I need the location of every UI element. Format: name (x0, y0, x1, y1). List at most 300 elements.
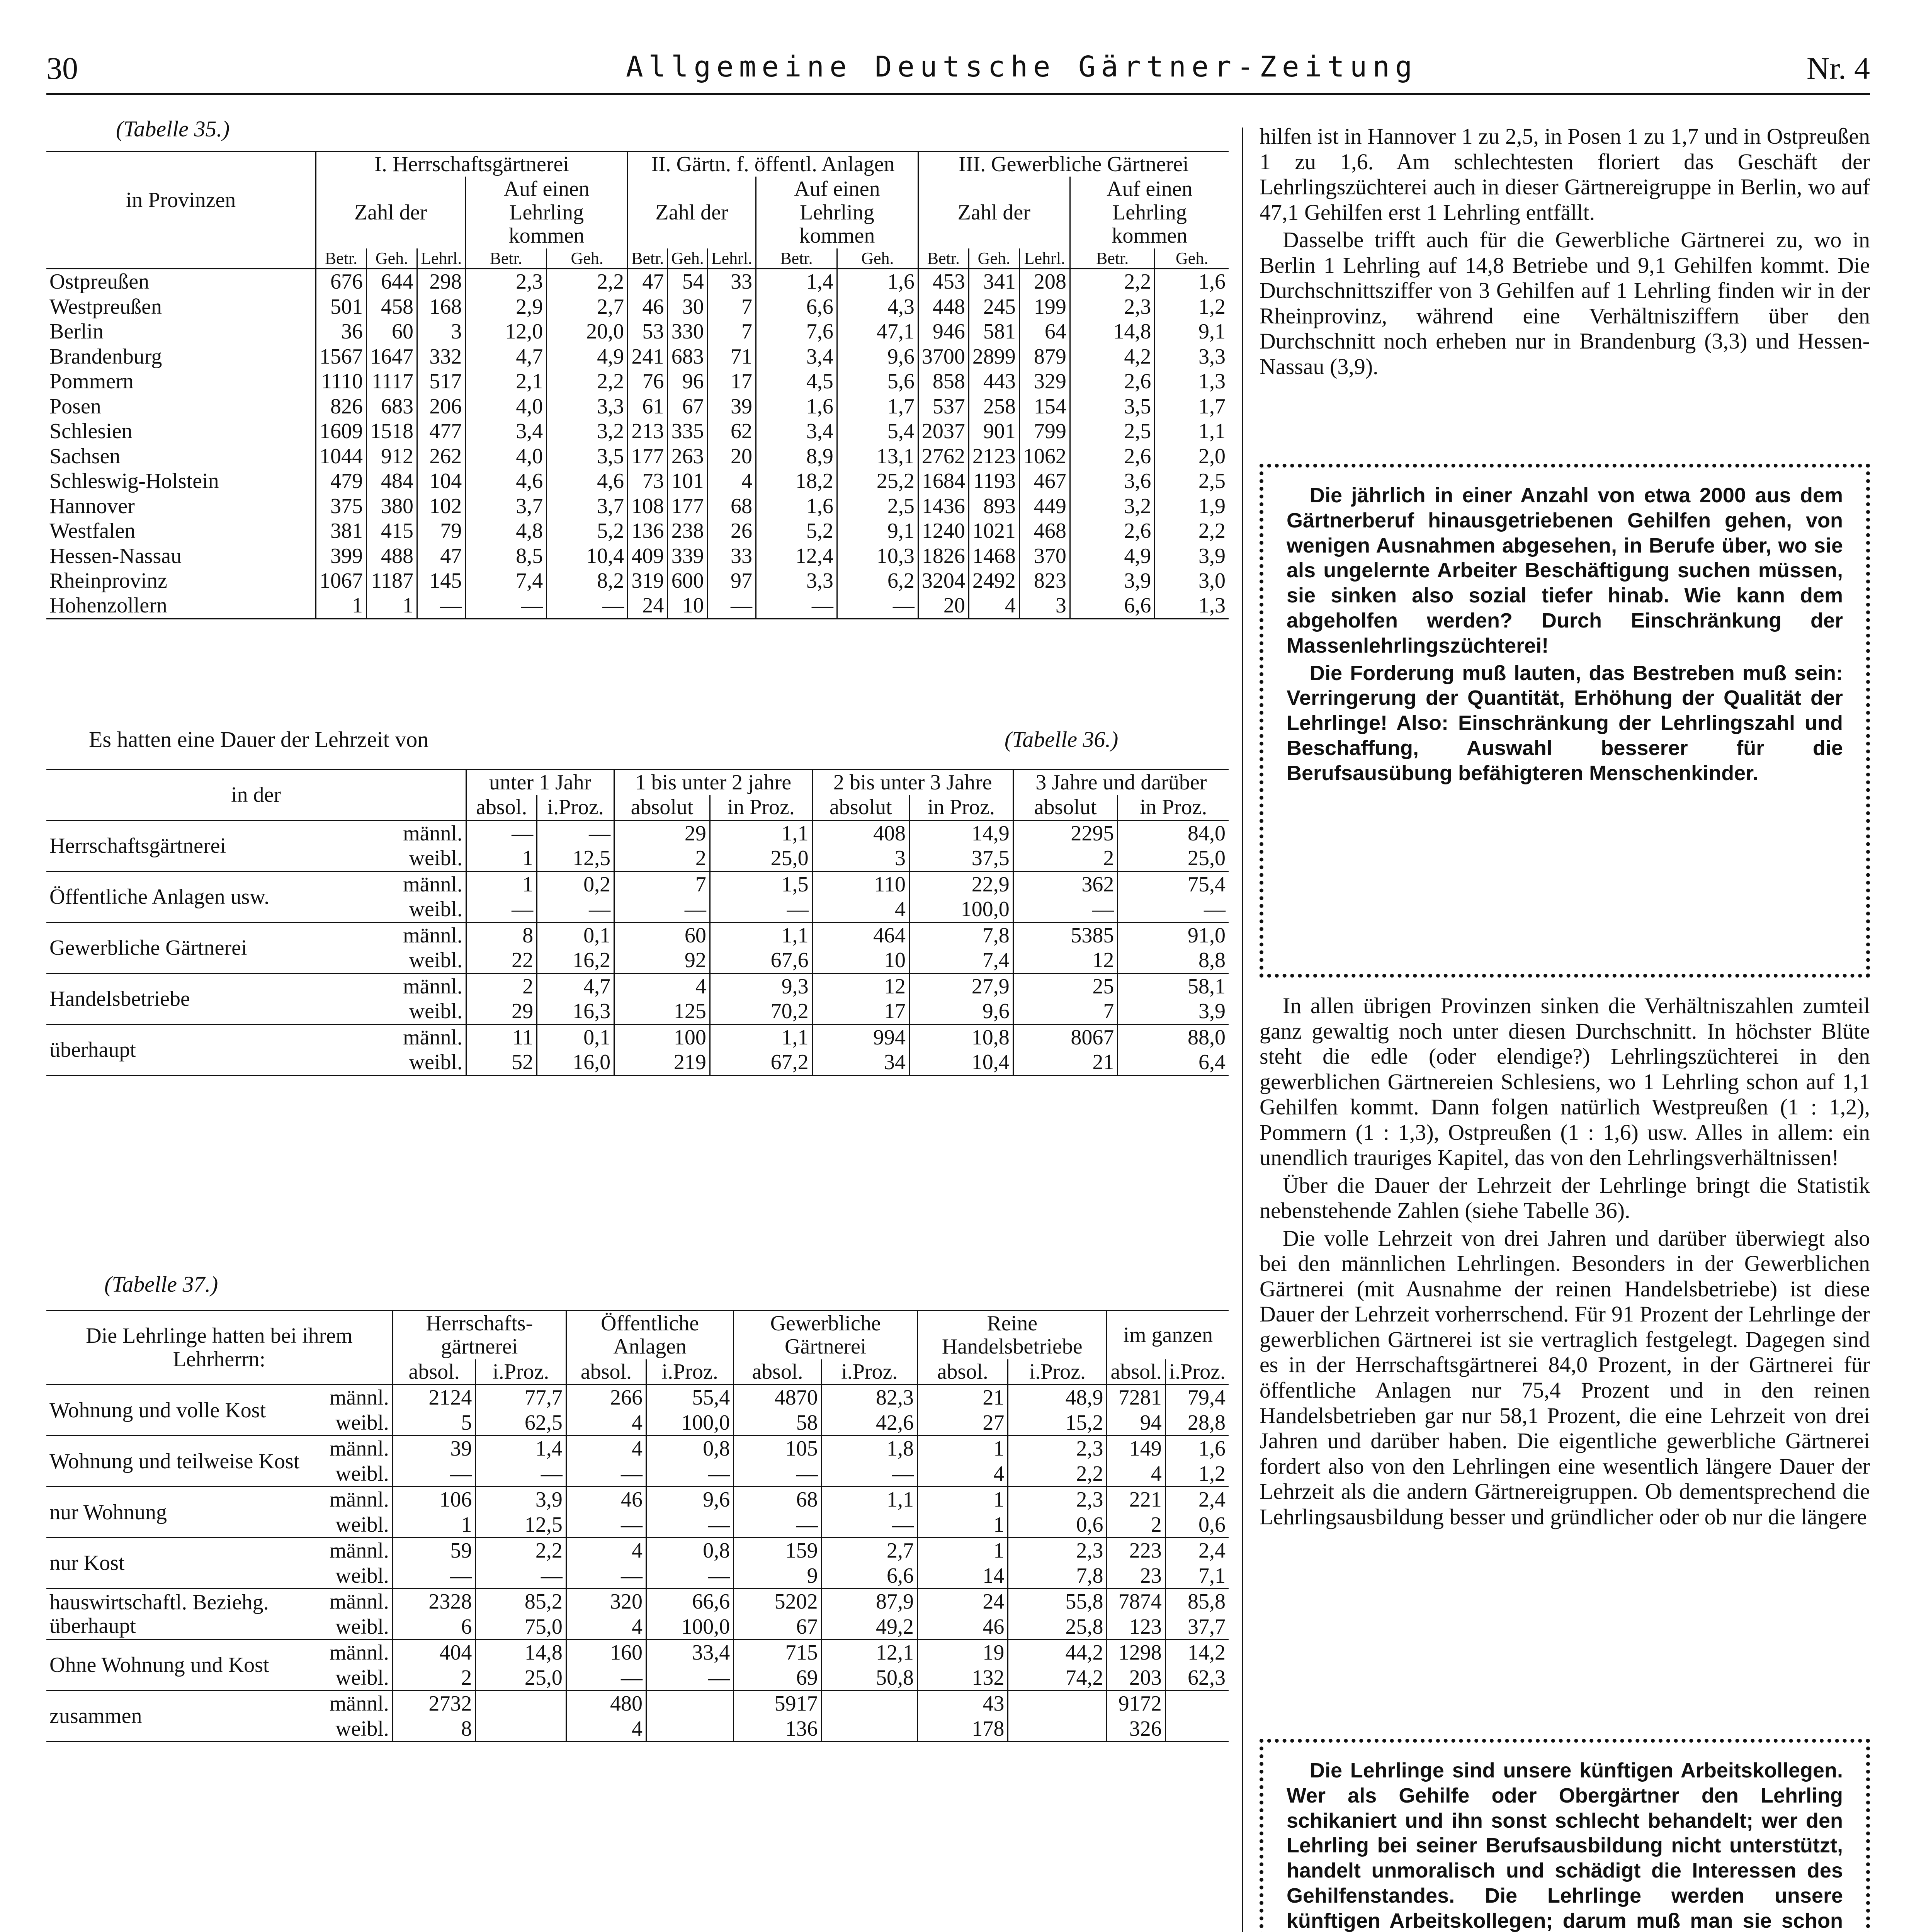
t37-cell: 44,2 (1008, 1640, 1107, 1665)
t35-cell: 4,3 (837, 294, 918, 319)
t36-sex: weibl. (409, 948, 463, 973)
t35-cell: 443 (969, 369, 1019, 394)
t37-cell: 8 (393, 1716, 476, 1742)
t36-cell: 84,0 (1118, 820, 1229, 846)
t36-cell: 67,6 (710, 948, 812, 973)
t35-cell: 2,9 (466, 294, 547, 319)
t35-cell: 330 (668, 319, 707, 344)
t37-cell: 203 (1107, 1665, 1165, 1691)
t35-row (46, 419, 1229, 444)
t35-cell: 102 (417, 494, 466, 519)
t35-cell: 2762 (918, 444, 969, 469)
notice-box-1 (1260, 464, 1870, 978)
t36-sex: weibl. (409, 897, 463, 922)
t35-cell: 4,9 (1070, 544, 1155, 568)
t36-cell: 27,9 (909, 973, 1013, 999)
t35-cell: 4 (969, 593, 1019, 619)
t35-cell: 10 (668, 593, 707, 619)
t35-cell: 3,7 (466, 494, 547, 519)
t35-province: Hohenzollern (49, 594, 167, 618)
t36-cell: 100,0 (909, 897, 1013, 922)
t35-cell: 9,6 (837, 344, 918, 369)
t37-cell: 7281 (1107, 1385, 1165, 1410)
t35-cell: 1,6 (756, 394, 837, 419)
t35-sub: Betr. (466, 248, 547, 269)
t35-cell: 263 (668, 444, 707, 469)
t35-cell: 1468 (969, 544, 1019, 568)
t37-cell: 1 (918, 1436, 1008, 1461)
t35-cell: 484 (367, 469, 417, 493)
t37-cell: 100,0 (646, 1410, 734, 1436)
t35-cell: 479 (316, 469, 367, 493)
t35-sub: Geh. (1155, 248, 1229, 269)
t35-cell: 64 (1019, 319, 1070, 344)
t36-sub: in Proz. (1118, 795, 1229, 820)
t35-cell: — (547, 593, 628, 619)
t37-cell: 223 (1107, 1538, 1165, 1563)
t37-cell: 68 (734, 1487, 821, 1512)
t35-cell: 36 (316, 319, 367, 344)
t37-row (46, 1436, 1229, 1461)
t36-cell: 58,1 (1118, 973, 1229, 999)
t35-zahl-2: Zahl der (628, 177, 756, 248)
t35-cell: 3,9 (1070, 568, 1155, 593)
t35-province: Rheinprovinz (49, 569, 167, 593)
t36-cell: — (537, 820, 614, 846)
t37-sub: i.Proz. (821, 1359, 917, 1385)
t37-row-label: Wohnung und volle Kost (49, 1398, 266, 1422)
t35-cell: 370 (1019, 544, 1070, 568)
t35-cell: 76 (628, 369, 668, 394)
t36-sub: absol. (466, 795, 537, 820)
t35-cell: 238 (668, 519, 707, 543)
t37-cell: 4 (566, 1410, 646, 1436)
t35-cell: 2,0 (1155, 444, 1229, 469)
t35-zahl-3: Zahl der (918, 177, 1070, 248)
t37-cell: 33,4 (646, 1640, 734, 1665)
t36-cell: 52 (466, 1050, 537, 1075)
t37-cell: 2,2 (476, 1538, 566, 1563)
t37-cell: 6 (393, 1614, 476, 1640)
t35-cell: 3204 (918, 568, 969, 593)
t36-cell: 3,9 (1118, 999, 1229, 1024)
t35-cell: 449 (1019, 494, 1070, 519)
t35-cell: 1,9 (1155, 494, 1229, 519)
paragraph: Dasselbe trifft auch für die Gewerbliche Gärtnerei zu, wo in Berlin 1 Lehrling auf 14,8 Betriebe und 9,1 Gehilfen kommt. Die Durchschnittsziffer von 3 Gehilfen auf 1 Lehrling finden wir in der Rheinprovinz, während eine Verhältnisziffern über den Durchschnitt noch erheben nur in Brandenburg (3,3) und Hessen-Nassau (3,9). (1260, 227, 1870, 379)
t35-cell: 61 (628, 394, 668, 419)
t37-sex: weibl. (335, 1563, 389, 1588)
t36-cell: 4,7 (537, 973, 614, 999)
t35-cell: 488 (367, 544, 417, 568)
t35-cell: 1240 (918, 519, 969, 543)
t35-cell: 168 (417, 294, 466, 319)
t36-cell: 1 (466, 846, 537, 871)
t36-cell: 21 (1013, 1050, 1118, 1075)
t37-cell: 404 (393, 1640, 476, 1665)
t37-row-label: Wohnung und teilweise Kost (49, 1449, 300, 1473)
t35-cell: 62 (707, 419, 756, 444)
t35-cell: 4,8 (466, 519, 547, 543)
t36-cell: 219 (614, 1050, 710, 1075)
t35-sub: Geh. (367, 248, 417, 269)
t35-province: Schlesien (49, 419, 133, 444)
t37-sex: männl. (329, 1539, 389, 1563)
t37-cell: 12,1 (821, 1640, 917, 1665)
t35-cell: 4,2 (1070, 344, 1155, 369)
t35-row (46, 469, 1229, 493)
t36-row-label: Handelsbetriebe (49, 986, 190, 1011)
t37-row (46, 1487, 1229, 1512)
t35-cell: 335 (668, 419, 707, 444)
t36-cell: 12 (812, 973, 909, 999)
t37-cell: 14 (918, 1563, 1008, 1589)
t37-cell: 6,6 (821, 1563, 917, 1589)
t35-cell: 17 (707, 369, 756, 394)
t36-cell: 6,4 (1118, 1050, 1229, 1075)
t36-group-3: 2 bis unter 3 Jahre (812, 770, 1013, 795)
t35-cell: 30 (668, 294, 707, 319)
t36-cell: — (466, 897, 537, 922)
t35-cell: 20 (918, 593, 969, 619)
t35-cell: 912 (367, 444, 417, 469)
t37-sex: weibl. (335, 1614, 389, 1639)
t36-sex: männl. (403, 1025, 463, 1049)
t35-cell: 453 (918, 269, 969, 294)
t36-cell: 2 (614, 846, 710, 871)
t35-cell: 399 (316, 544, 367, 568)
t35-cell: 1,1 (1155, 419, 1229, 444)
t36-cell: 1,5 (710, 871, 812, 897)
t37-group-4: Reine Handelsbetriebe (918, 1311, 1107, 1359)
t37-cell: 2,3 (1008, 1538, 1107, 1563)
t35-cell: 97 (707, 568, 756, 593)
t35-province: Brandenburg (49, 344, 162, 369)
t37-sex: männl. (329, 1386, 389, 1410)
t37-cell: 715 (734, 1640, 821, 1665)
t37-cell: 7,8 (1008, 1563, 1107, 1589)
t35-province: Westpreußen (49, 294, 162, 319)
t37-cell: 49,2 (821, 1614, 917, 1640)
t35-cell: 145 (417, 568, 466, 593)
t37-cell: 4 (566, 1614, 646, 1640)
t35-cell: — (707, 593, 756, 619)
t36-cell: 7,4 (909, 948, 1013, 973)
t35-cell: 2,2 (547, 369, 628, 394)
t35-cell: 1518 (367, 419, 417, 444)
notice-text: Die jährlich in einer Anzahl von etwa 2000 aus dem Gärtnerberuf hinausgetriebenen Gehilfen gehen, von wenigen Ausnahmen abgesehen, in Berufe über, wo sie als ungelernte Arbeiter Beschäftigung suchen müssen, sie sinken also sozial tiefer hinab. Wie kann dem abgeholfen werden? Durch Einschränkung der Massenlehrlingszüchterei! (1287, 484, 1843, 657)
t36-cell: 4 (614, 973, 710, 999)
t35-cell: 54 (668, 269, 707, 294)
t37-cell: 50,8 (821, 1665, 917, 1691)
t37-sub: i.Proz. (646, 1359, 734, 1385)
t35-cell: 448 (918, 294, 969, 319)
t36-cell: 7,8 (909, 922, 1013, 948)
t37-sex: männl. (329, 1437, 389, 1461)
t36-cell: 8,8 (1118, 948, 1229, 973)
t36-cell: 3 (812, 846, 909, 871)
t37-cell: 19 (918, 1640, 1008, 1665)
t36-cell: — (710, 897, 812, 922)
t35-cell: 25,2 (837, 469, 918, 493)
t37-sub: i.Proz. (1165, 1359, 1229, 1385)
t37-cell: 4 (566, 1538, 646, 1563)
t35-cell: 2492 (969, 568, 1019, 593)
t35-cell: 826 (316, 394, 367, 419)
t35-cell: — (466, 593, 547, 619)
t36-cell: 10,4 (909, 1050, 1013, 1075)
t35-cell: 5,2 (756, 519, 837, 543)
t36-cell: 92 (614, 948, 710, 973)
t35-cell: 581 (969, 319, 1019, 344)
t37-cell: 2,3 (1008, 1487, 1107, 1512)
t35-cell: 14,8 (1070, 319, 1155, 344)
t37-cell: 149 (1107, 1436, 1165, 1461)
t36-sex: weibl. (409, 1050, 463, 1075)
t37-cell: 67 (734, 1614, 821, 1640)
t37-cell: 2,2 (1008, 1461, 1107, 1487)
t35-sub: Betr. (628, 248, 668, 269)
t37-sex: weibl. (335, 1512, 389, 1537)
t35-cell: 3,3 (756, 568, 837, 593)
t37-row (46, 1691, 1229, 1716)
t35-row (46, 294, 1229, 319)
t37-sub: i.Proz. (1008, 1359, 1107, 1385)
t35-row (46, 494, 1229, 519)
t37-cell: 1 (918, 1538, 1008, 1563)
page-number: 30 (46, 51, 78, 86)
t35-row (46, 544, 1229, 568)
t37-cell: 2 (393, 1665, 476, 1691)
t37-group-1: Herrschafts-gärtnerei (393, 1311, 566, 1359)
t35-cell: 8,5 (466, 544, 547, 568)
t35-cell: 4,5 (756, 369, 837, 394)
t37-cell: 14,2 (1165, 1640, 1229, 1665)
t37-sub: absol. (734, 1359, 821, 1385)
t35-cell: 12,0 (466, 319, 547, 344)
t35-cell: 20,0 (547, 319, 628, 344)
t35-cell: 10,3 (837, 544, 918, 568)
t35-cell: 4,0 (466, 394, 547, 419)
t37-cell: 178 (918, 1716, 1008, 1742)
t37-group-3: Gewerbliche Gärtnerei (734, 1311, 918, 1359)
t35-cell: 67 (668, 394, 707, 419)
t37-cell: 4 (918, 1461, 1008, 1487)
issue-number: Nr. 4 (1807, 51, 1870, 86)
t35-cell: 4 (707, 469, 756, 493)
t37-cell (646, 1691, 734, 1716)
t37-cell: — (734, 1512, 821, 1538)
t36-cell: 12 (1013, 948, 1118, 973)
t36-cell: 1,1 (710, 1024, 812, 1050)
t37-cell: 25,8 (1008, 1614, 1107, 1640)
t36-cell: 1,1 (710, 820, 812, 846)
t36-sub: in Proz. (710, 795, 812, 820)
t36-cell: 994 (812, 1024, 909, 1050)
t37-cell: 21 (918, 1385, 1008, 1410)
t37-cell: 320 (566, 1589, 646, 1614)
t37-cell: 58 (734, 1410, 821, 1436)
t36-cell: 11 (466, 1024, 537, 1050)
t36-cell: — (1118, 897, 1229, 922)
t35-sub: Betr. (1070, 248, 1155, 269)
t35-cell: 5,4 (837, 419, 918, 444)
t35-cell: 2,1 (466, 369, 547, 394)
t36-cell: 5385 (1013, 922, 1118, 948)
t35-cell: 3 (1019, 593, 1070, 619)
t35-cell: 1826 (918, 544, 969, 568)
t37-cell: 46 (566, 1487, 646, 1512)
t35-cell: 1,6 (1155, 269, 1229, 294)
t36-cell: 9,3 (710, 973, 812, 999)
t37-cell: 28,8 (1165, 1410, 1229, 1436)
t35-cell: 2,2 (1070, 269, 1155, 294)
t35-cell: 3700 (918, 344, 969, 369)
t35-cell: 47,1 (837, 319, 918, 344)
t35-row (46, 269, 1229, 294)
t35-province: Posen (49, 394, 101, 418)
t35-province: Sachsen (49, 444, 121, 468)
t37-row-label: nur Kost (49, 1551, 125, 1575)
t37-cell: 23 (1107, 1563, 1165, 1589)
t35-cell: 241 (628, 344, 668, 369)
t37-sub: absol. (566, 1359, 646, 1385)
t36-sub: i.Proz. (537, 795, 614, 820)
t36-cell: 0,2 (537, 871, 614, 897)
t36-sub: in Proz. (909, 795, 1013, 820)
t37-row (46, 1538, 1229, 1563)
t35-cell: 53 (628, 319, 668, 344)
t35-cell: 468 (1019, 519, 1070, 543)
t35-cell: 208 (1019, 269, 1070, 294)
t37-cell: 66,6 (646, 1589, 734, 1614)
t37-sex: weibl. (335, 1461, 389, 1486)
t37-cell: 94 (1107, 1410, 1165, 1436)
t35-cell: 600 (668, 568, 707, 593)
t35-cell: 2,2 (1155, 519, 1229, 543)
t35-cell: 20 (707, 444, 756, 469)
t35-cell: 101 (668, 469, 707, 493)
t35-cell: 339 (668, 544, 707, 568)
t35-cell: 1067 (316, 568, 367, 593)
t35-cell: 2,3 (1070, 294, 1155, 319)
t36-cell: 16,0 (537, 1050, 614, 1075)
notice-text: Die Lehrlinge sind unsere künftigen Arbeitskollegen. Wer als Gehilfe oder Obergärtner den Lehrling schikaniert und ihn sonst schlecht behandelt; wer den Lehrling bei seiner Berufsausbildung nicht unterstützt, handelt unmoralisch und schädigt die Interessen des Gehilfenstandes. Die Lehrlinge werden unsere künftigen Arbeitskollegen; darum muß man sie schon (1287, 1759, 1843, 1932)
t37-cell: 2,4 (1165, 1538, 1229, 1563)
t37-cell: — (393, 1563, 476, 1589)
t36-sex: männl. (403, 872, 463, 896)
t37-cell: — (646, 1512, 734, 1538)
t37-group-2: Öffentliche Anlagen (566, 1311, 733, 1359)
t37-cell (1008, 1691, 1107, 1716)
table36-caption: (Tabelle 36.) (1005, 727, 1119, 752)
t36-cell: 67,2 (710, 1050, 812, 1075)
notice-box-2 (1260, 1739, 1870, 1932)
t35-cell: 1,6 (756, 494, 837, 519)
t35-cell: 683 (668, 344, 707, 369)
t37-cell: 326 (1107, 1716, 1165, 1742)
t36-sub: absolut (614, 795, 710, 820)
t35-auf-2: Auf einen Lehrling kommen (756, 177, 918, 248)
t37-cell: 160 (566, 1640, 646, 1665)
t35-cell: 477 (417, 419, 466, 444)
table-37 (46, 1310, 1229, 1742)
t36-cell: 17 (812, 999, 909, 1024)
t37-cell: 25,0 (476, 1665, 566, 1691)
t37-row (46, 1385, 1229, 1410)
t37-cell: — (393, 1461, 476, 1487)
t37-cell: 1,2 (1165, 1461, 1229, 1487)
t35-cell: 893 (969, 494, 1019, 519)
t35-cell: 3,2 (1070, 494, 1155, 519)
t36-cell: 110 (812, 871, 909, 897)
t35-auf-3: Auf einen Lehrling kommen (1070, 177, 1229, 248)
t35-cell: 39 (707, 394, 756, 419)
t35-cell: 375 (316, 494, 367, 519)
t37-cell: 1 (393, 1512, 476, 1538)
t37-cell (821, 1691, 917, 1716)
t37-cell: 1,6 (1165, 1436, 1229, 1461)
t36-sex: männl. (403, 821, 463, 845)
t36-group-1: unter 1 Jahr (466, 770, 614, 795)
t37-cell: 85,8 (1165, 1589, 1229, 1614)
t35-cell: 1436 (918, 494, 969, 519)
t35-cell: 1,6 (837, 269, 918, 294)
t35-cell: 206 (417, 394, 466, 419)
t35-cell: 517 (417, 369, 466, 394)
t35-cell: 1 (367, 593, 417, 619)
t35-cell: 3,4 (466, 419, 547, 444)
t37-cell: 1298 (1107, 1640, 1165, 1665)
t35-cell: 33 (707, 544, 756, 568)
t35-cell: 3 (417, 319, 466, 344)
t37-row-label: Die Lehrlinge hatten bei ihrem Lehrherrn: (86, 1324, 353, 1371)
t37-cell: 106 (393, 1487, 476, 1512)
t35-cell: 409 (628, 544, 668, 568)
t36-cell: 25 (1013, 973, 1118, 999)
t36-cell: 10,8 (909, 1024, 1013, 1050)
t37-cell: — (566, 1461, 646, 1487)
page-header (46, 43, 1870, 89)
t35-cell: 213 (628, 419, 668, 444)
t35-cell: 319 (628, 568, 668, 593)
t37-cell: 2328 (393, 1589, 476, 1614)
t36-cell: 1,1 (710, 922, 812, 948)
t35-row (46, 593, 1229, 619)
t35-cell: 68 (707, 494, 756, 519)
t36-cell: 464 (812, 922, 909, 948)
t35-cell: 2037 (918, 419, 969, 444)
t35-cell: 47 (417, 544, 466, 568)
t37-sex: männl. (329, 1641, 389, 1665)
t37-cell: 74,2 (1008, 1665, 1107, 1691)
t37-cell: 4 (566, 1436, 646, 1461)
t37-cell: 221 (1107, 1487, 1165, 1512)
t36-cell: 10 (812, 948, 909, 973)
t37-cell: 159 (734, 1538, 821, 1563)
t37-cell: 132 (918, 1665, 1008, 1691)
t35-cell: 60 (367, 319, 417, 344)
t37-cell: 42,6 (821, 1410, 917, 1436)
t37-cell: 1 (918, 1487, 1008, 1512)
newspaper-title: Allgemeine Deutsche Gärtner-Zeitung (626, 50, 1418, 83)
t37-cell: 0,6 (1008, 1512, 1107, 1538)
t35-cell: 245 (969, 294, 1019, 319)
t37-cell: — (476, 1461, 566, 1487)
t37-cell: 266 (566, 1385, 646, 1410)
t36-cell: 0,1 (537, 922, 614, 948)
right-column-top (1260, 124, 1870, 381)
t36-row-label: Gewerbliche Gärtnerei (49, 936, 247, 960)
